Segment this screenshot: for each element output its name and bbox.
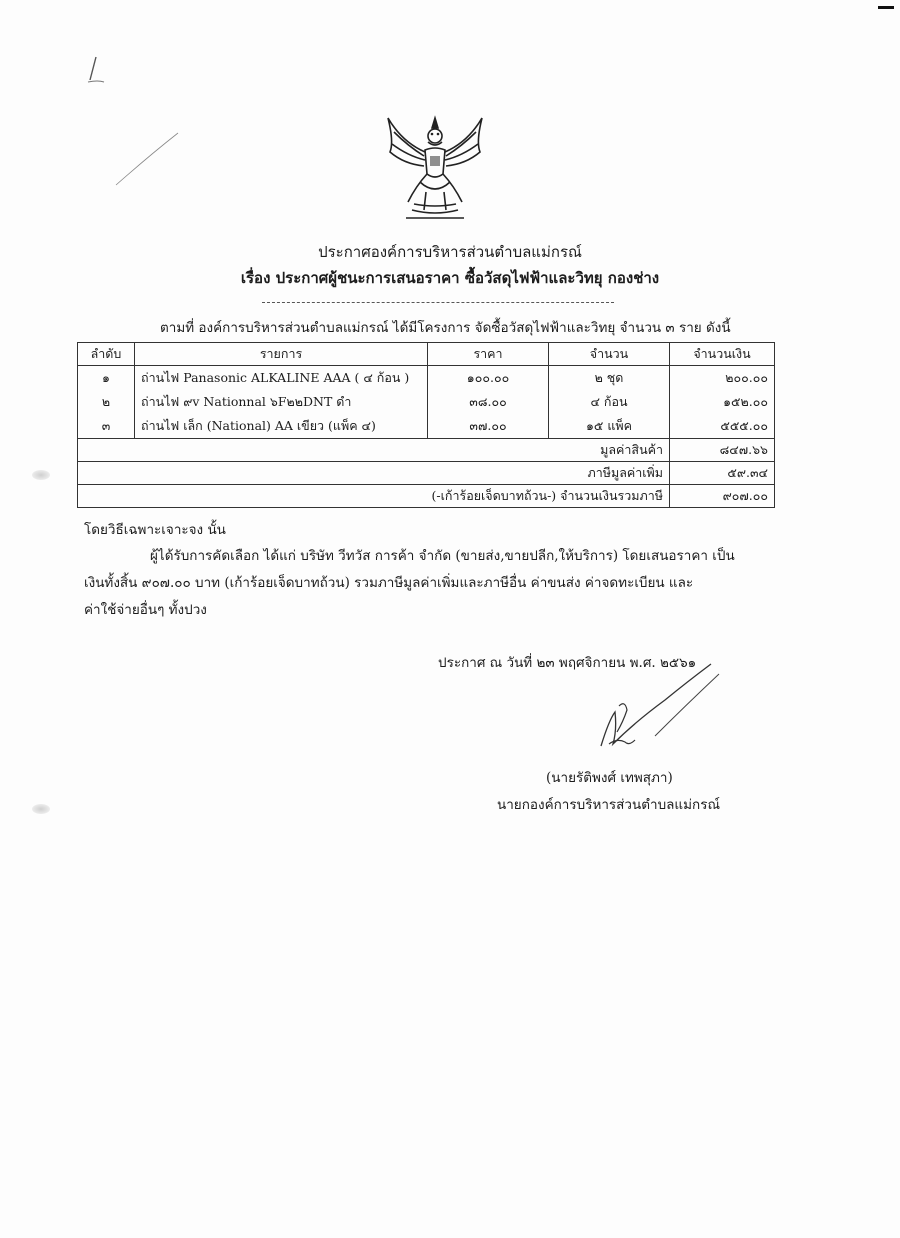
document-title: ประกาศองค์การบริหารส่วนตำบลแม่กรณ์ — [318, 243, 582, 261]
header-item: รายการ — [135, 343, 428, 366]
document-subject: เรื่อง ประกาศผู้ชนะการเสนอราคา ซื้อวัสดุไฟฟ้าและวิทยุ กองช่าง — [240, 269, 660, 287]
header-price: ราคา — [428, 343, 549, 366]
header-amount: จำนวนเงิน — [670, 343, 775, 366]
table-row — [78, 390, 775, 414]
row-qty: ๔ ก้อน — [549, 390, 670, 414]
subtotal-label: มูลค่าสินค้า — [78, 439, 670, 462]
total-row — [78, 485, 775, 508]
body-line-1: ผู้ได้รับการคัดเลือก ได้แก่ บริษัท วีทวัส การค้า จำกัด (ขายส่ง,ขายปลีก,ให้บริการ) โดยเสนอราคา เป็น — [150, 548, 735, 564]
header-no: ลำดับ — [78, 343, 135, 366]
pen-mark-icon — [70, 45, 200, 195]
vat-value: ๕๙.๓๔ — [670, 462, 775, 485]
subtotal-value: ๘๔๗.๖๖ — [670, 439, 775, 462]
body-line-2: เงินทั้งสิ้น ๙๐๗.๐๐ บาท (เก้าร้อยเจ็ดบาทถ้วน) รวมภาษีมูลค่าเพิ่มและภาษีอื่น ค่าขนส่ง ค่าจดทะเบียน และ — [84, 575, 694, 591]
row-amount: ๑๕๒.๐๐ — [670, 390, 775, 414]
vat-row — [78, 462, 775, 485]
row-price: ๓๘.๐๐ — [428, 390, 549, 414]
punch-hole-mark — [32, 804, 50, 814]
table-header-row — [78, 343, 775, 366]
row-amount: ๕๕๕.๐๐ — [670, 414, 775, 439]
method-text: โดยวิธีเฉพาะเจาะจง นั้น — [84, 522, 226, 538]
signer-name: (นายรัติพงศ์ เทพสุภา) — [546, 770, 673, 786]
row-no: ๑ — [78, 366, 135, 391]
row-item: ถ่านไฟ ๙v Nationnal ๖F๒๒DNT ดำ — [135, 390, 428, 414]
table-row — [78, 366, 775, 391]
row-no: ๒ — [78, 390, 135, 414]
items-table — [77, 342, 775, 508]
row-qty: ๑๕ แพ็ค — [549, 414, 670, 439]
row-qty: ๒ ชุด — [549, 366, 670, 391]
vat-label: ภาษีมูลค่าเพิ่ม — [78, 462, 670, 485]
signer-position: นายกองค์การบริหารส่วนตำบลแม่กรณ์ — [497, 797, 720, 813]
total-label: (-เก้าร้อยเจ็ดบาทถ้วน-) จำนวนเงินรวมภาษี — [78, 485, 670, 508]
handwritten-signature — [595, 660, 725, 760]
intro-paragraph: ตามที่ องค์การบริหารส่วนตำบลแม่กรณ์ ได้มีโครงการ จัดซื้อวัสดุไฟฟ้าและวิทยุ จำนวน ๓ ราย ดังนี้ — [160, 320, 731, 336]
row-price: ๑๐๐.๐๐ — [428, 366, 549, 391]
separator-line — [262, 302, 614, 303]
row-amount: ๒๐๐.๐๐ — [670, 366, 775, 391]
total-value: ๙๐๗.๐๐ — [670, 485, 775, 508]
announcement-date: ประกาศ ณ วันที่ ๒๓ พฤศจิกายน พ.ศ. ๒๕๖๑ — [438, 655, 697, 671]
row-item: ถ่านไฟ เล็ก (National) AA เขียว (แพ็ค ๔) — [135, 414, 428, 439]
scan-edge-mark — [878, 6, 894, 9]
table-row — [78, 414, 775, 439]
body-line-3: ค่าใช้จ่ายอื่นๆ ทั้งปวง — [84, 602, 207, 618]
garuda-emblem-icon — [380, 112, 490, 224]
row-price: ๓๗.๐๐ — [428, 414, 549, 439]
subtotal-row — [78, 439, 775, 462]
row-no: ๓ — [78, 414, 135, 439]
row-item: ถ่านไฟ Panasonic ALKALINE AAA ( ๔ ก้อน ) — [135, 366, 428, 391]
punch-hole-mark — [32, 470, 50, 480]
header-qty: จำนวน — [549, 343, 670, 366]
